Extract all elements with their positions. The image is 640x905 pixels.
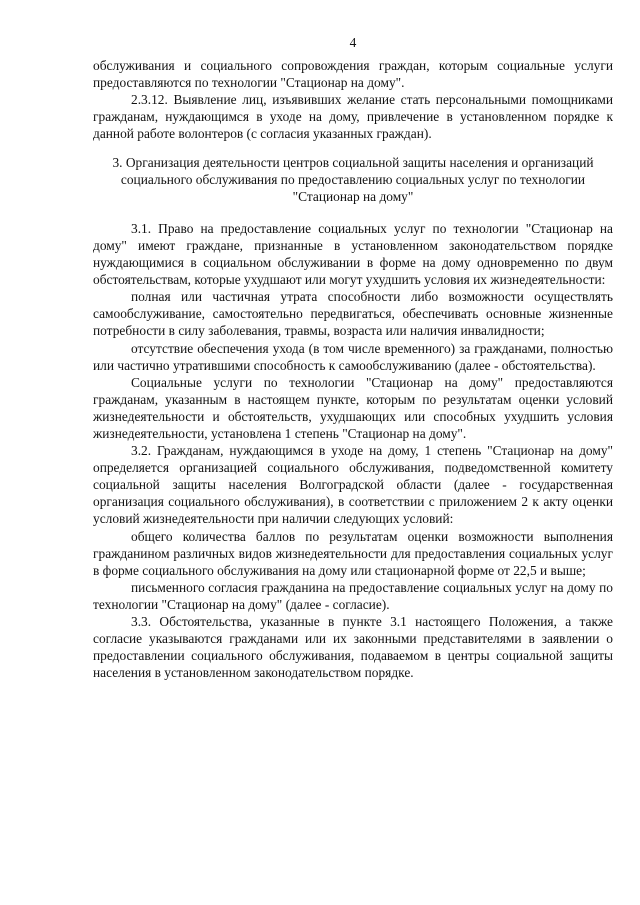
section-heading: 3. Организация деятельности центров социальной защиты населения и организаций социального обслуживания по предоставлению социальных услуг по технологии "Стационар на дому" (112, 154, 594, 204)
paragraph-3-3: 3.3. Обстоятельства, указанные в пункте 3.1 настоящего Положения, а также согласие указываются гражданами или их законными представителями в заявлении о предоставлении социального обслуживания, подаваемом в центры социальной защиты населения в установленном законодательством порядке. (93, 614, 613, 681)
paragraph-circumstance-2: отсутствие обеспечения ухода (в том числе временного) за гражданами, полностью или частично утратившими способность к самообслуживанию (далее - обстоятельства). (93, 340, 613, 373)
paragraph-services-provided: Социальные услуги по технологии "Стационар на дому" предоставляются гражданам, указанным в настоящем пункте, которым по результатам оценки условий жизнедеятельности и обстоятельств, ухудшающих или способных ухудшить условия жизнедеятельности, установлена 1 степень "Стационар на дому". (93, 374, 613, 441)
page-number: 4 (349, 35, 357, 50)
paragraph-circumstance-1: полная или частичная утрата способности либо возможности осуществлять самообслуживание, самостоятельно передвигаться, обеспечивать основные жизненные потребности в силу заболевания, травмы, возраста или наличия инвалидности; (93, 289, 613, 339)
paragraph-continuation: обслуживания и социального сопровождения граждан, которым социальные услуги предоставляются по технологии "Стационар на дому". (93, 58, 613, 91)
paragraph-2-3-12: 2.3.12. Выявление лиц, изъявивших желание стать персональными помощниками гражданам, нуждающимся в уходе на дому, привлечение в установленном порядке к данной работе волонтеров (с согласия указанных граждан). (93, 92, 613, 142)
paragraph-3-1: 3.1. Право на предоставление социальных услуг по технологии "Стационар на дому" имеют граждане, признанные в установленном законодательством порядке нуждающимися в социальном обслуживании в форме на дому одновременно по двум обстоятельствам, которые ухудшают или могут ухудшить условия их жизнедеятельности: (93, 220, 613, 288)
paragraph-condition-1: общего количества баллов по результатам оценки возможности выполнения гражданином различных видов жизнедеятельности для предоставления социальных услуг в форме социального обслуживания на дому или стационарной форме от 22,5 и выше; (93, 528, 613, 578)
paragraph-condition-2: письменного согласия гражданина на предоставление социальных услуг на дому по технологии "Стационар на дому" (далее - согласие). (93, 579, 613, 612)
paragraph-3-2: 3.2. Гражданам, нуждающимся в уходе на дому, 1 степень "Стационар на дому" определяется организацией социального обслуживания, подведомственной комитету социальной защиты населения Волгоградской области (далее - государственная организация социального обслуживания), в соответствии с приложением 2 к акту оценки условий жизнедеятельности при наличии следующих условий: (93, 443, 613, 527)
